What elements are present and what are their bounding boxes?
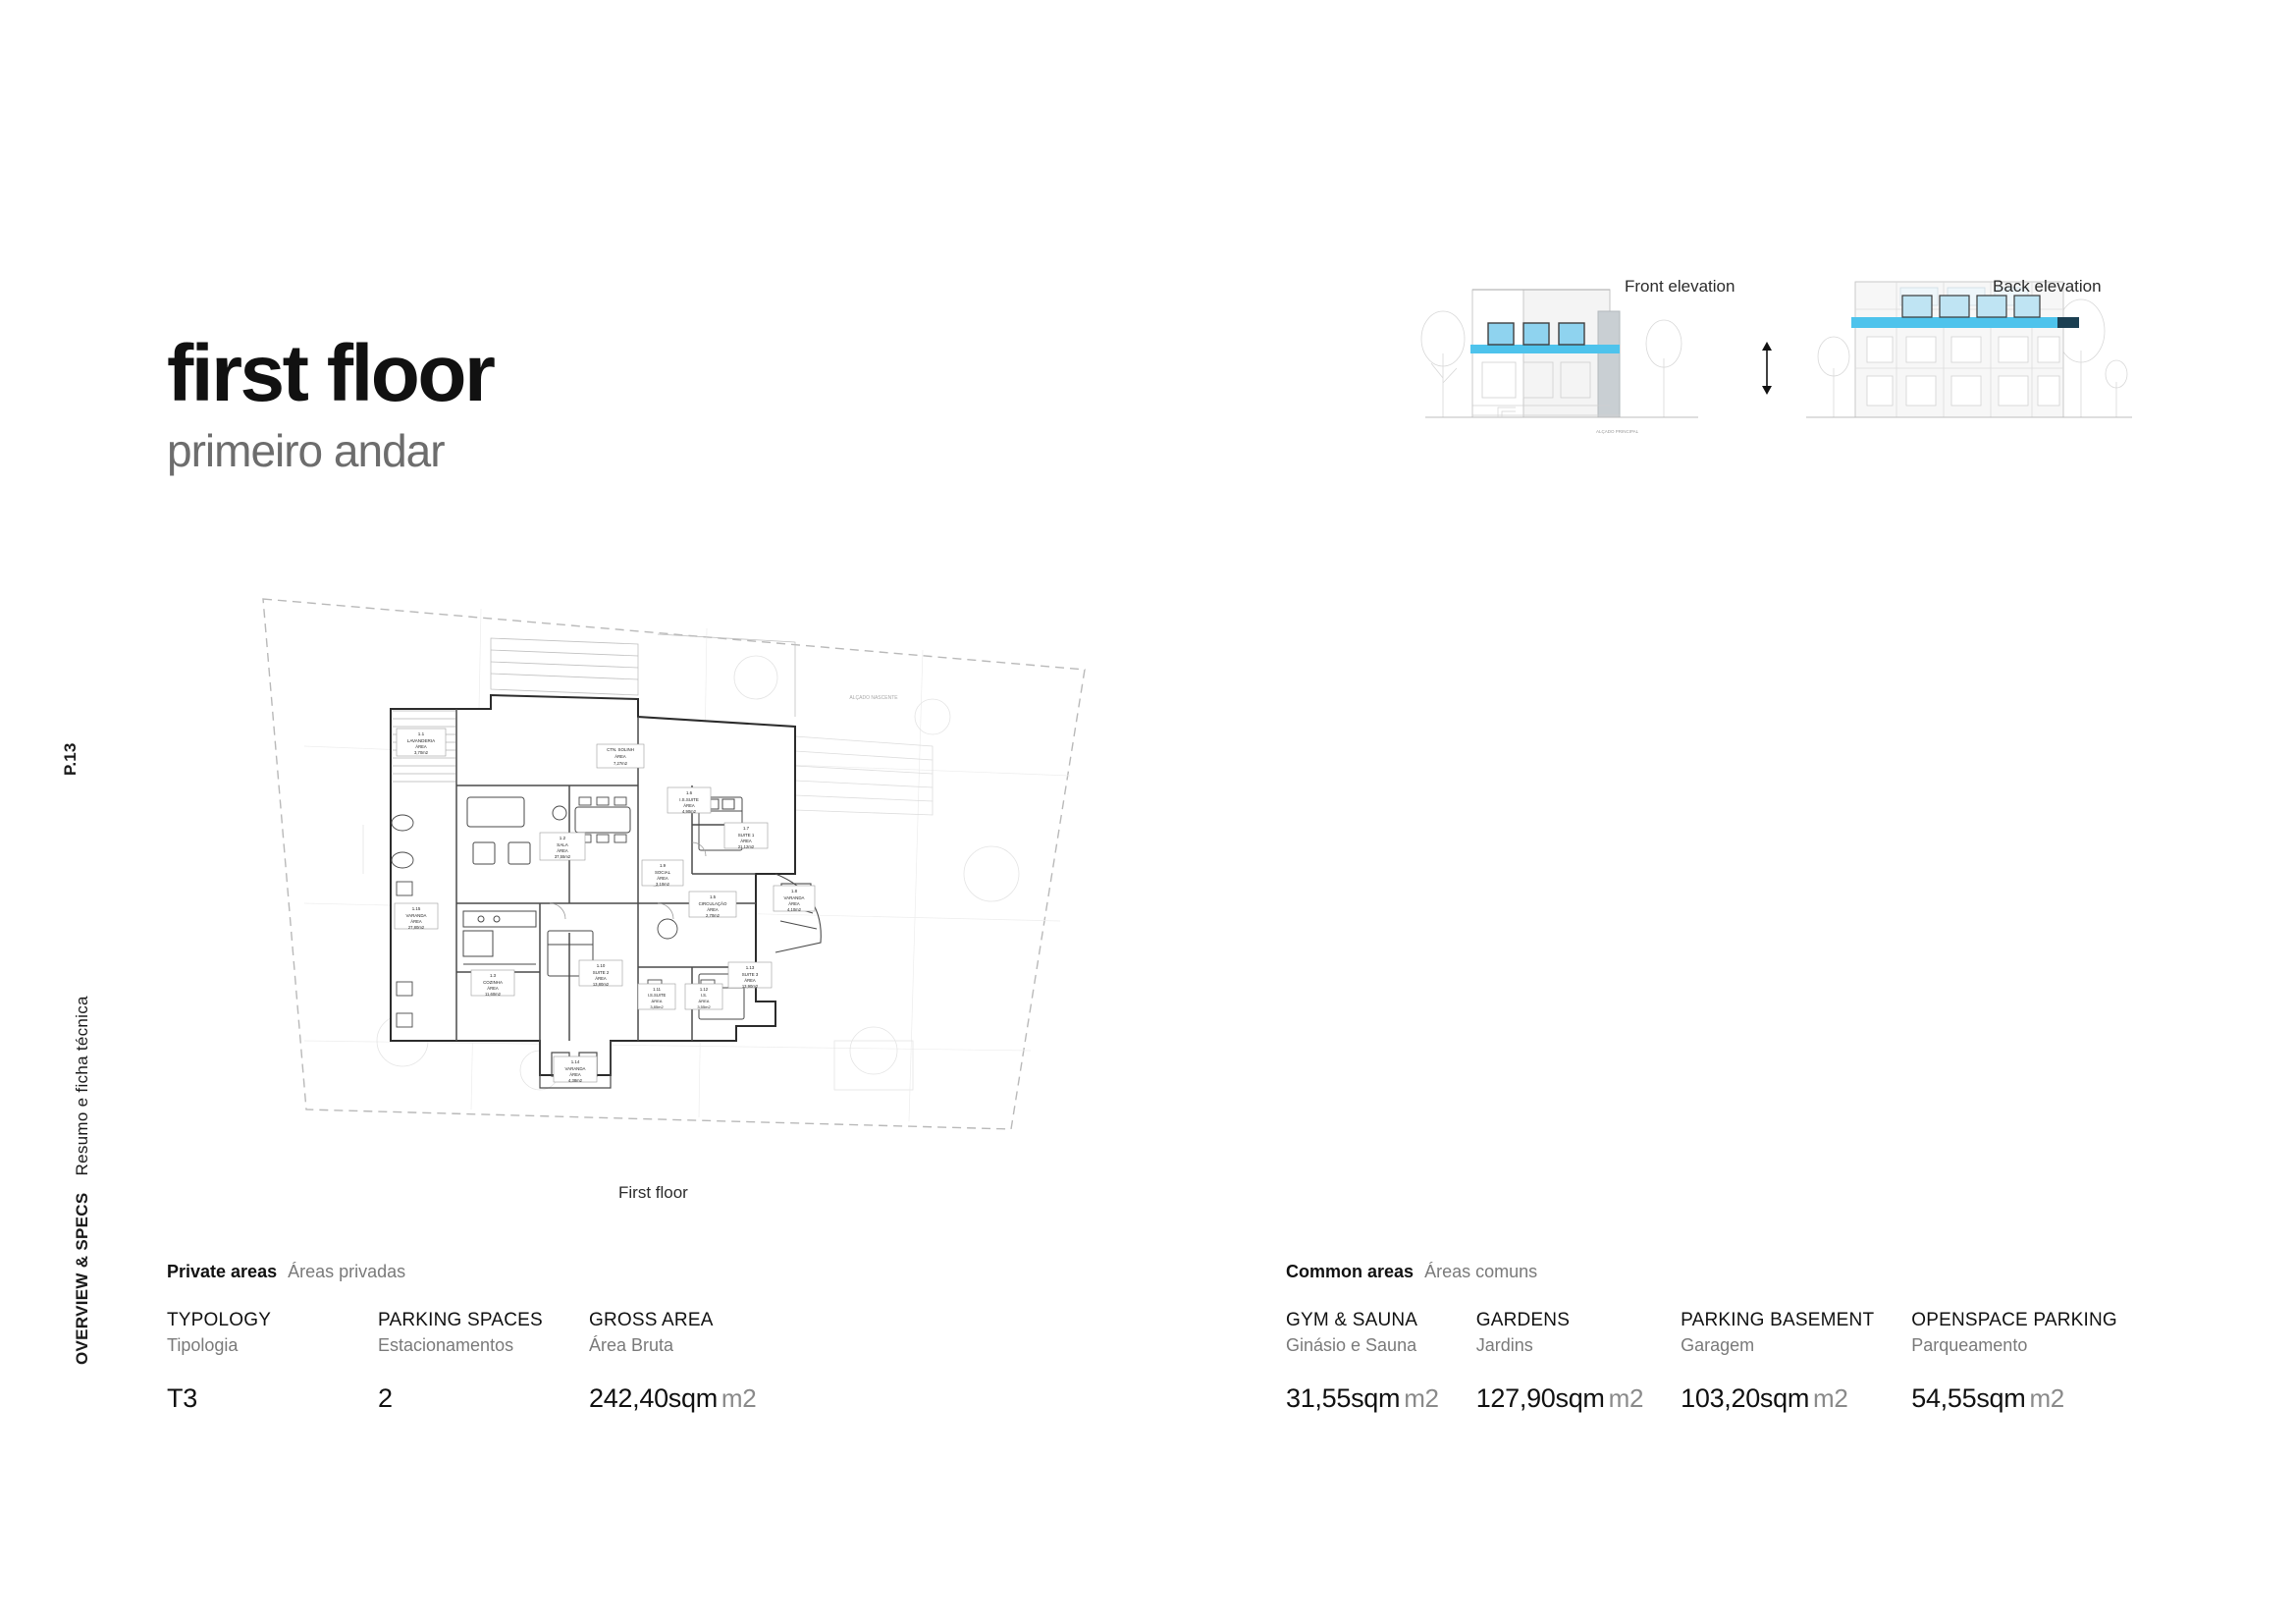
svg-text:SALA: SALA [557,842,568,847]
spec-parking-basement-label: PARKING BASEMENT [1681,1309,1875,1330]
svg-text:LAVANDERIA: LAVANDERIA [406,738,436,743]
spec-typology-sublabel: Tipologia [167,1335,239,1356]
back-elevation-caption: Back elevation [1993,277,2102,296]
spec-gardens-number: 127,90sqm [1475,1382,1605,1413]
spec-gym-sauna-label: GYM & SAUNA [1286,1309,1418,1330]
common-areas-heading [1286,1262,2117,1283]
svg-text:3,85m2: 3,85m2 [650,1004,664,1009]
svg-text:VARANDA: VARANDA [405,913,427,918]
svg-text:1.9: 1.9 [659,863,667,868]
svg-text:1.6: 1.6 [685,790,693,795]
spec-gardens-label: GARDENS [1475,1309,1571,1330]
svg-text:SUITE 3: SUITE 3 [741,972,759,977]
svg-text:1.5: 1.5 [709,894,717,899]
svg-text:1.14: 1.14 [570,1059,580,1064]
section-label [73,996,92,1365]
spec-gross-area-number: 242,40sqm [589,1382,718,1413]
spec-typology-number: T3 [167,1382,197,1413]
spec-parking-basement-number: 103,20sqm [1681,1382,1810,1413]
spec-gym-sauna-sublabel: Ginásio e Sauna [1286,1335,1417,1356]
spec-gym-sauna [1286,1309,1439,1414]
svg-text:ÁREA: ÁREA [683,803,695,808]
spec-openspace-parking-unit: m2 [2029,1382,2064,1413]
elevation-link-arrow-icon [1752,339,1782,398]
svg-text:4,10m2: 4,10m2 [787,907,801,912]
svg-text:I.S.SUITE: I.S.SUITE [647,993,667,998]
spec-gym-sauna-value [1286,1383,1439,1414]
private-areas-heading-en: Private areas [167,1262,278,1281]
svg-text:3,70m2: 3,70m2 [414,750,428,755]
svg-text:SUITE 1: SUITE 1 [737,833,755,838]
spec-gym-sauna-number: 31,55sqm [1286,1382,1401,1413]
svg-text:7,27m2: 7,27m2 [614,761,627,766]
svg-text:CTN. SOLINH: CTN. SOLINH [607,747,634,752]
spec-parking-spaces-label: PARKING SPACES [378,1309,543,1330]
section-label-pt: Resumo e ficha técnica [73,996,91,1176]
svg-text:ÁREA: ÁREA [557,848,568,853]
spec-gross-area [589,1309,756,1414]
private-areas-heading [167,1262,756,1283]
svg-text:2,70m2: 2,70m2 [706,913,720,918]
page-subtitle: primeiro andar [167,425,445,476]
svg-text:37,55m2: 37,55m2 [554,854,571,859]
spec-parking-basement-sublabel: Garagem [1681,1335,1755,1356]
svg-text:3,10m2: 3,10m2 [656,882,669,887]
common-areas-group [1286,1262,2117,1414]
svg-text:ÁREA: ÁREA [415,744,427,749]
svg-text:ÁREA: ÁREA [487,986,499,991]
svg-text:ÁREA: ÁREA [569,1072,581,1077]
svg-text:11,60m2: 11,60m2 [485,992,501,997]
svg-text:ÁREA: ÁREA [707,907,719,912]
svg-text:1.2: 1.2 [559,836,566,840]
page-title: first floor [167,329,494,418]
svg-text:VARANDA: VARANDA [564,1066,586,1071]
spec-parking-spaces-value [378,1383,589,1414]
private-areas-group [167,1262,756,1414]
svg-text:ÁREA: ÁREA [698,999,710,1003]
svg-text:I.S.SUITE: I.S.SUITE [679,797,699,802]
page-number: P.13 [61,742,80,776]
svg-text:4,90m2: 4,90m2 [682,809,696,814]
svg-text:ÁREA: ÁREA [740,839,752,843]
svg-text:SOCIAL: SOCIAL [654,870,671,875]
svg-text:VARANDA: VARANDA [783,895,805,900]
spec-typology [167,1309,378,1414]
floor-plan-drawing [245,579,1129,1188]
svg-text:1.12: 1.12 [699,987,709,992]
left-rail [61,0,100,1624]
spec-openspace-parking-sublabel: Parqueamento [1911,1335,2028,1356]
svg-text:CIRCULAÇÃO: CIRCULAÇÃO [698,901,727,906]
svg-text:COZINHA: COZINHA [483,980,503,985]
common-areas-heading-en: Common areas [1286,1262,1415,1281]
spec-parking-basement [1681,1309,1874,1414]
spec-parking-spaces [378,1309,589,1414]
spec-parking-basement-unit: m2 [1813,1382,1848,1413]
svg-text:1.11: 1.11 [653,987,661,992]
floor-plan-caption: First floor [618,1183,688,1202]
svg-text:ÁREA: ÁREA [788,901,800,906]
spec-gym-sauna-unit: m2 [1404,1382,1439,1413]
private-areas-heading-pt: Áreas privadas [288,1262,406,1281]
page-title-block [167,329,494,476]
svg-text:27,80m2: 27,80m2 [407,925,425,930]
svg-text:1.1: 1.1 [417,731,425,736]
svg-text:1.10: 1.10 [596,963,606,968]
spec-typology-label: TYPOLOGY [167,1309,272,1330]
svg-text:ÁREA: ÁREA [614,754,626,759]
svg-text:ÁREA: ÁREA [651,999,663,1003]
common-areas-heading-pt: Áreas comuns [1424,1262,1538,1281]
spec-gardens-value [1476,1383,1643,1414]
svg-text:1.3: 1.3 [489,973,497,978]
svg-text:ÁREA: ÁREA [410,919,422,924]
spec-gross-area-value [589,1383,756,1414]
spec-typology-value [167,1383,378,1414]
svg-text:1.7: 1.7 [742,826,750,831]
svg-text:ÁREA: ÁREA [595,976,607,981]
spec-parking-spaces-sublabel: Estacionamentos [378,1335,514,1356]
spec-gross-area-unit: m2 [721,1382,757,1413]
spec-openspace-parking-number: 54,55sqm [1911,1382,2026,1413]
svg-text:ÁREA: ÁREA [744,978,756,983]
svg-text:13,80m2: 13,80m2 [592,982,610,987]
spec-gardens-unit: m2 [1608,1382,1644,1413]
front-elevation-caption: Front elevation [1625,277,1735,296]
spec-gardens-sublabel: Jardins [1475,1335,1533,1356]
spec-openspace-parking-label: OPENSPACE PARKING [1911,1309,2117,1330]
svg-text:21,12m2: 21,12m2 [737,844,755,849]
spec-gross-area-sublabel: Área Bruta [589,1335,674,1356]
svg-text:1.8: 1.8 [790,889,798,893]
spec-openspace-parking [1911,1309,2117,1414]
svg-text:1.13: 1.13 [745,965,755,970]
svg-text:3,55m2: 3,55m2 [697,1004,711,1009]
spec-parking-basement-value [1681,1383,1874,1414]
spec-gardens [1476,1309,1643,1414]
svg-text:ALÇADO NASCENTE: ALÇADO NASCENTE [849,695,898,701]
svg-text:13,90m2: 13,90m2 [741,984,759,989]
spec-openspace-parking-value [1911,1383,2117,1414]
svg-text:ALÇADO PRINCIPAL: ALÇADO PRINCIPAL [1596,429,1639,434]
spec-gross-area-label: GROSS AREA [589,1309,714,1330]
spec-parking-spaces-number: 2 [378,1382,393,1413]
svg-text:1.15: 1.15 [411,906,421,911]
section-label-en: OVERVIEW & SPECS [73,1192,91,1365]
svg-text:I.S.: I.S. [700,993,708,998]
svg-text:4,38m2: 4,38m2 [568,1078,582,1083]
svg-text:ÁREA: ÁREA [657,876,668,881]
svg-text:SUITE 2: SUITE 2 [592,970,610,975]
